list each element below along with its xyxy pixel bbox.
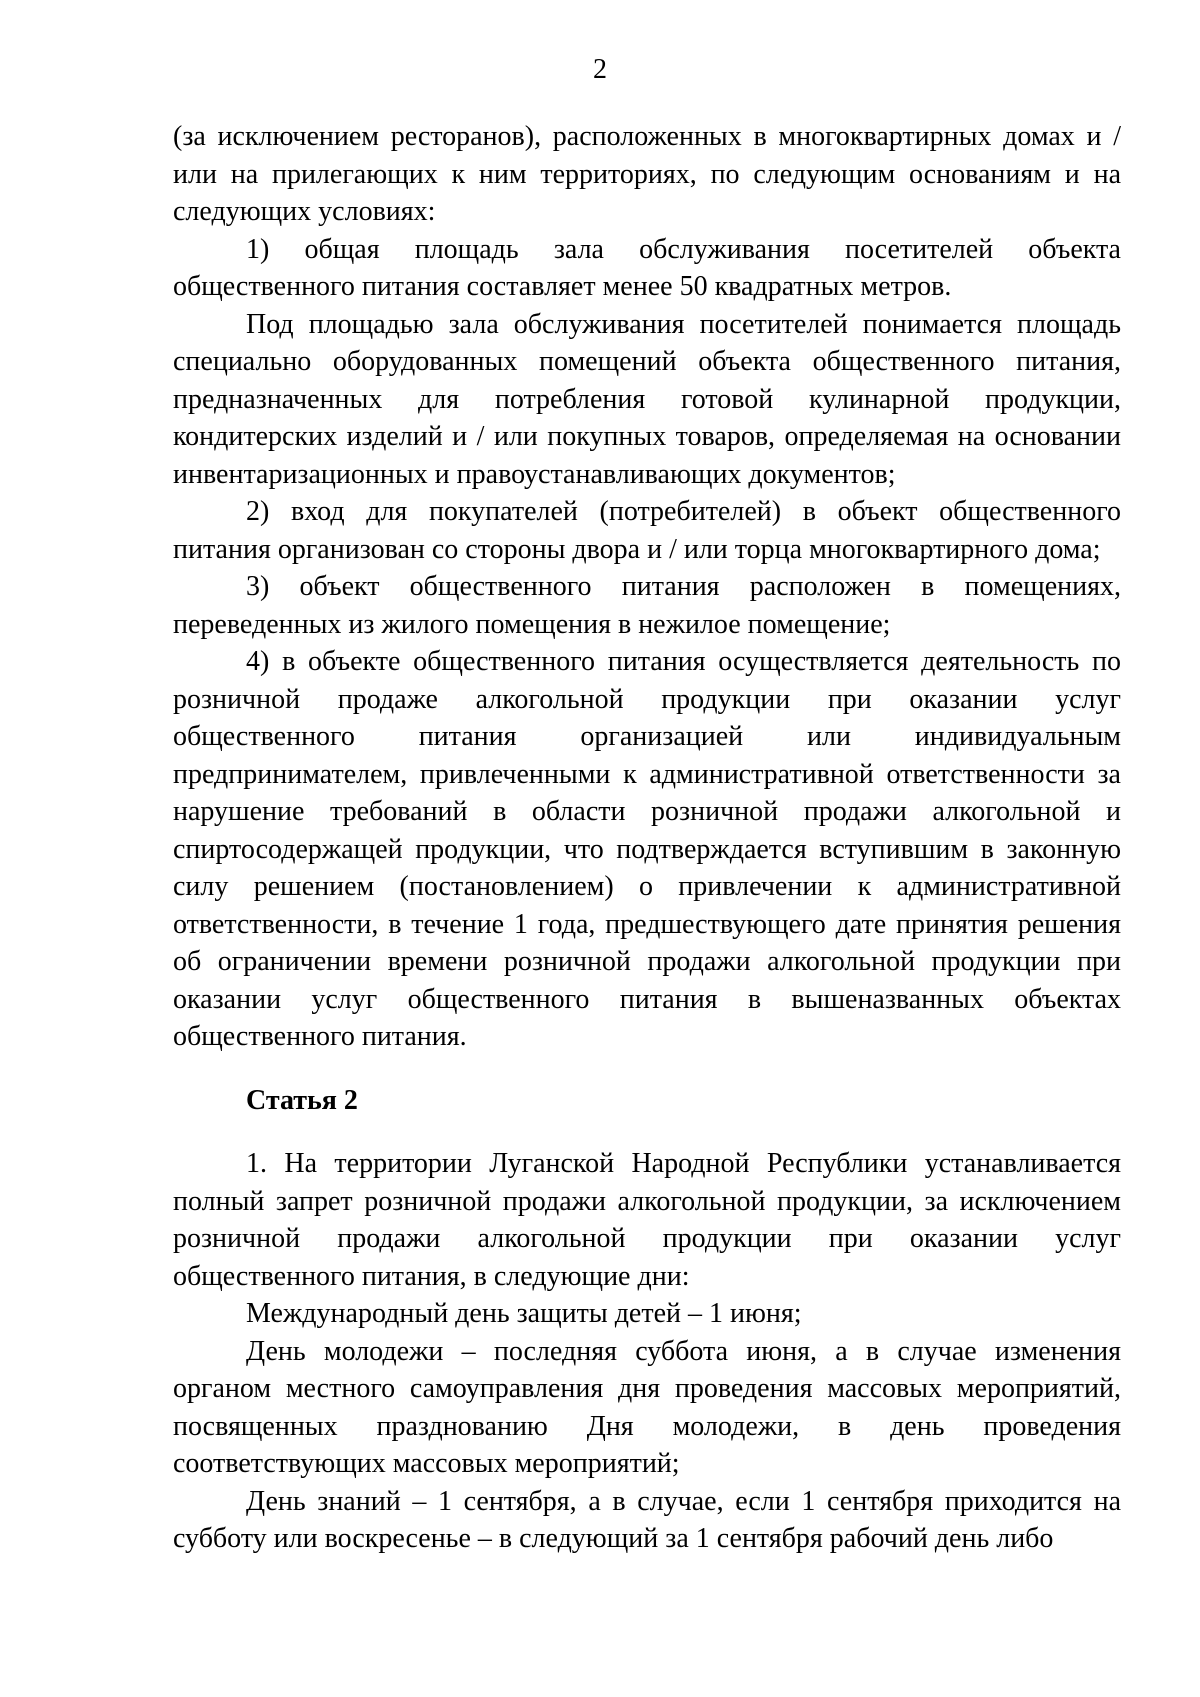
paragraphs-before-heading (173, 118, 1121, 1056)
paragraph: 3) объект общественного питания расположен в помещениях, переведенных из жилого помещения в нежилое помещение; (173, 571, 1121, 640)
paragraph: День знаний – 1 сентября, а в случае, если 1 сентября приходится на субботу или воскресенье – в следующий за 1 сентября рабочий день либо (173, 1485, 1121, 1554)
paragraph: 1) общая площадь зала обслуживания посетителей объекта общественного питания составляет менее 50 квадратных метров. (173, 233, 1121, 302)
article-heading: Статья 2 (246, 1084, 358, 1116)
paragraph: 2) вход для покупателей (потребителей) в объект общественного питания организован со стороны двора и / или торца многоквартирного дома; (173, 496, 1121, 565)
paragraph: Под площадью зала обслуживания посетителей понимается площадь специально оборудованных помещений объекта общественного питания, предназначенных для потребления готовой кулинарной продукции, кондитерских изделий и / или покупных товаров, определяемая на основании инвентаризационных и правоустанавливающих документов; (173, 308, 1121, 490)
paragraph: 4) в объекте общественного питания осуществляется деятельность по розничной продаже алкогольной продукции при оказании услуг общественного питания организацией или индивидуальным предпринимателем, привлеченными к административной ответственности за нарушение требований в области розничной продажи алкогольной и спиртосодержащей продукции, что подтверждается вступившим в законную силу решением (постановлением) о привлечении к административной ответственности, в течение 1 года, предшествующего дате принятия решения об ограничении времени розничной продажи алкогольной продукции при оказании услуг общественного питания в вышеназванных объектах общественного питания. (173, 646, 1121, 1052)
paragraph: 1. На территории Луганской Народной Республики устанавливается полный запрет розничной продажи алкогольной продукции, за исключением розничной продажи алкогольной продукции при оказании услуг общественного питания, в следующие дни: (173, 1148, 1121, 1292)
paragraph: (за исключением ресторанов), расположенных в многоквартирных домах и / или на прилегающих к ним территориях, по следующим основаниям и на следующих условиях: (173, 121, 1121, 227)
paragraph: Международный день защиты детей – 1 июня; (246, 1298, 802, 1329)
document-body (173, 118, 1121, 1558)
page-number: 2 (593, 54, 607, 85)
paragraphs-after-heading (173, 1145, 1121, 1558)
paragraph: День молодежи – последняя суббота июня, а в случае изменения органом местного самоуправления дня проведения массовых мероприятий, посвященных празднованию Дня молодежи, в день проведения соответствующих массовых мероприятий; (173, 1335, 1121, 1479)
